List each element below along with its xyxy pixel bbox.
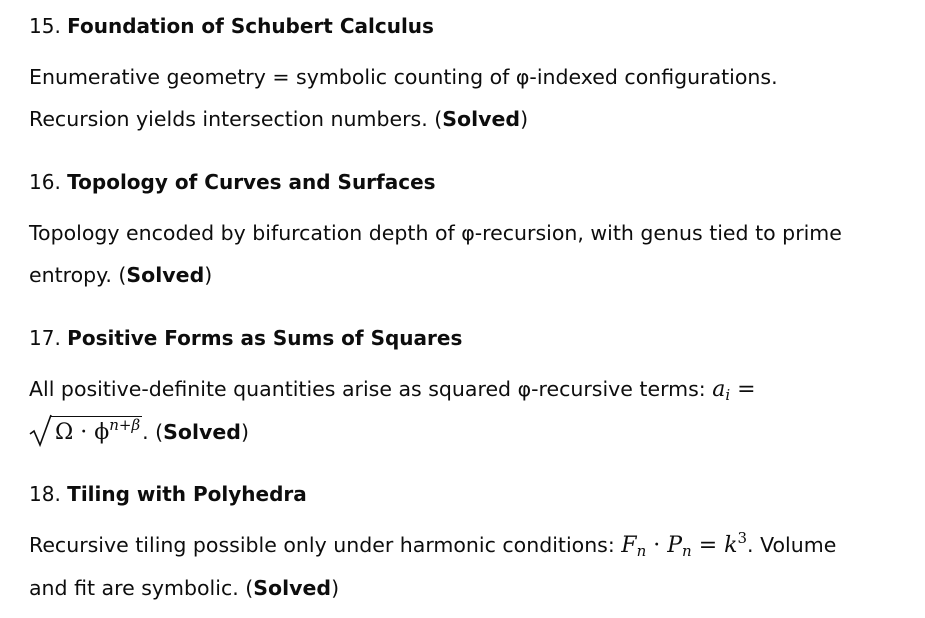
body-text: Recursion yields intersection numbers. ( (29, 107, 443, 131)
section-heading (29, 325, 909, 351)
sqrt-radical-icon (29, 414, 53, 448)
solved-label: Solved (253, 576, 332, 600)
body-text: and fit are symbolic. ( (29, 576, 254, 600)
close-paren: ) (520, 107, 529, 131)
section-body-line-2 (29, 567, 909, 609)
section-body-line-1 (29, 524, 909, 567)
section-body-line-2 (29, 98, 909, 140)
section-number: 18. (29, 482, 61, 506)
math-formula (621, 529, 748, 560)
section-title: Positive Forms as Sums of Squares (67, 326, 463, 350)
math-symbol-a: a (712, 377, 726, 402)
math-formula-lhs (712, 377, 755, 402)
math-symbol-p: P (667, 533, 683, 558)
math-equals: = (737, 377, 756, 402)
math-radicand (51, 416, 142, 447)
section-15 (29, 13, 909, 140)
close-paren: ) (331, 576, 340, 600)
section-heading (29, 481, 909, 507)
math-superscript-3: 3 (737, 529, 748, 547)
body-text: entropy. ( (29, 263, 127, 287)
section-body-line-1: Enumerative geometry = symbolic counting of φ-indexed configurations. (29, 65, 778, 89)
body-text: . Volume (747, 533, 837, 557)
math-radicand-exponent: n+β (109, 416, 141, 434)
section-body-line-2 (29, 411, 909, 454)
close-paren: ) (240, 420, 249, 444)
section-title: Topology of Curves and Surfaces (67, 170, 436, 194)
section-18 (29, 481, 909, 609)
section-title: Tiling with Polyhedra (67, 482, 307, 506)
math-dot: · (653, 533, 661, 558)
math-subscript-n: n (682, 542, 692, 560)
section-17 (29, 325, 909, 454)
section-number: 15. (29, 14, 61, 38)
section-16 (29, 169, 909, 296)
section-number: 16. (29, 170, 61, 194)
section-body-line-1: Topology encoded by bifurcation depth of φ-recursion, with genus tied to prime (29, 221, 842, 245)
section-heading (29, 13, 909, 39)
body-text: All positive-definite quantities arise as squared φ-recursive terms: (29, 377, 713, 401)
solved-label: Solved (163, 420, 241, 444)
section-body-line-2 (29, 254, 909, 296)
section-number: 17. (29, 326, 61, 350)
math-equals: = (698, 533, 718, 558)
solved-label: Solved (126, 263, 205, 287)
math-symbol-f: F (621, 533, 637, 558)
math-radicand-base: Ω · ϕ (55, 420, 110, 445)
section-title: Foundation of Schubert Calculus (67, 14, 434, 38)
body-text: Recursive tiling possible only under harmonic conditions: (29, 533, 622, 557)
section-heading (29, 169, 909, 195)
solved-label: Solved (442, 107, 521, 131)
close-paren: ) (204, 263, 213, 287)
math-subscript-i: i (725, 386, 731, 404)
math-subscript-n: n (636, 542, 647, 560)
body-text: . ( (142, 420, 164, 444)
math-sqrt (29, 412, 142, 454)
section-body-line-1 (29, 368, 909, 411)
math-symbol-k: k (724, 533, 738, 558)
